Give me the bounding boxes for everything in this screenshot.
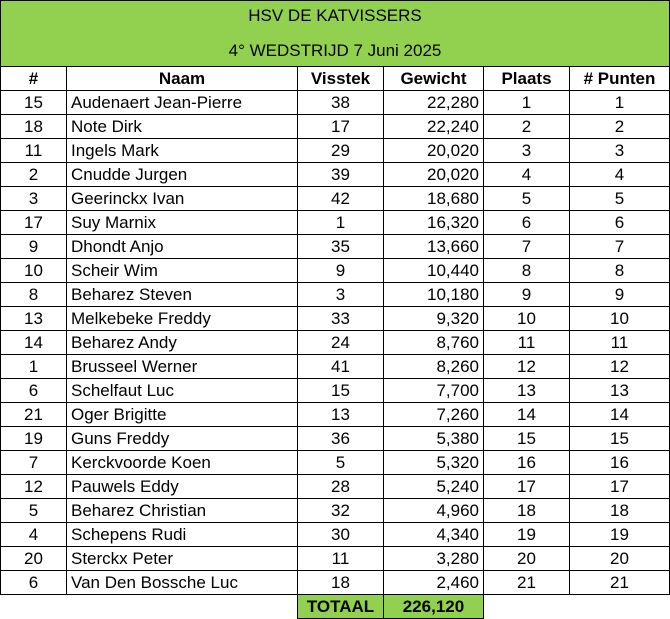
cell-punten: 12 [570,355,670,379]
cell-naam: Scheir Wim [67,259,298,283]
table-row [1,283,670,307]
cell-nr: 1 [1,355,67,379]
cell-punten: 4 [570,163,670,187]
cell-nr: 13 [1,307,67,331]
cell-nr: 6 [1,379,67,403]
cell-plaats: 6 [484,211,570,235]
cell-plaats: 10 [484,307,570,331]
cell-gewicht: 8,260 [384,355,484,379]
cell-naam: Note Dirk [67,115,298,139]
cell-naam: Suy Marnix [67,211,298,235]
total-label: TOTAAL [298,595,384,619]
table-row [1,115,670,139]
cell-visstek: 18 [298,571,384,595]
cell-plaats: 15 [484,427,570,451]
table-row [1,307,670,331]
cell-naam: Sterckx Peter [67,547,298,571]
cell-nr: 20 [1,547,67,571]
cell-nr: 7 [1,451,67,475]
cell-visstek: 1 [298,211,384,235]
cell-punten: 21 [570,571,670,595]
col-header-nr: # [1,67,67,91]
table-row [1,451,670,475]
cell-gewicht: 20,020 [384,163,484,187]
cell-punten: 18 [570,499,670,523]
total-value: 226,120 [384,595,484,619]
cell-gewicht: 7,260 [384,403,484,427]
table-row [1,403,670,427]
cell-plaats: 17 [484,475,570,499]
cell-plaats: 7 [484,235,570,259]
cell-naam: Audenaert Jean-Pierre [67,91,298,115]
cell-naam: Ingels Mark [67,139,298,163]
cell-punten: 14 [570,403,670,427]
cell-punten: 19 [570,523,670,547]
cell-nr: 17 [1,211,67,235]
cell-visstek: 42 [298,187,384,211]
cell-visstek: 35 [298,235,384,259]
cell-gewicht: 7,700 [384,379,484,403]
cell-naam: Schelfaut Luc [67,379,298,403]
cell-punten: 6 [570,211,670,235]
col-header-visstek: Visstek [298,67,384,91]
table-row [1,91,670,115]
cell-punten: 2 [570,115,670,139]
cell-visstek: 29 [298,139,384,163]
cell-punten: 1 [570,91,670,115]
cell-gewicht: 2,460 [384,571,484,595]
col-header-naam: Naam [67,67,298,91]
cell-plaats: 14 [484,403,570,427]
cell-visstek: 30 [298,523,384,547]
cell-visstek: 3 [298,283,384,307]
cell-nr: 2 [1,163,67,187]
club-title: HSV DE KATVISSERS [248,6,422,25]
table-row [1,331,670,355]
cell-gewicht: 3,280 [384,547,484,571]
table-row [1,499,670,523]
cell-gewicht: 4,960 [384,499,484,523]
cell-visstek: 9 [298,259,384,283]
cell-visstek: 24 [298,331,384,355]
cell-plaats: 12 [484,355,570,379]
cell-nr: 19 [1,427,67,451]
cell-plaats: 9 [484,283,570,307]
cell-plaats: 3 [484,139,570,163]
cell-naam: Cnudde Jurgen [67,163,298,187]
cell-nr: 12 [1,475,67,499]
cell-visstek: 41 [298,355,384,379]
cell-gewicht: 9,320 [384,307,484,331]
cell-nr: 4 [1,523,67,547]
cell-gewicht: 13,660 [384,235,484,259]
cell-naam: Dhondt Anjo [67,235,298,259]
table-row [1,259,670,283]
cell-visstek: 39 [298,163,384,187]
cell-gewicht: 5,240 [384,475,484,499]
cell-punten: 13 [570,379,670,403]
cell-punten: 5 [570,187,670,211]
table-row [1,139,670,163]
cell-naam: Kerckvoorde Koen [67,451,298,475]
cell-gewicht: 4,340 [384,523,484,547]
cell-naam: Melkebeke Freddy [67,307,298,331]
cell-nr: 11 [1,139,67,163]
cell-gewicht: 16,320 [384,211,484,235]
col-header-gewicht: Gewicht [384,67,484,91]
cell-naam: Pauwels Eddy [67,475,298,499]
cell-naam: Beharez Steven [67,283,298,307]
cell-gewicht: 10,440 [384,259,484,283]
cell-nr: 21 [1,403,67,427]
cell-punten: 16 [570,451,670,475]
table-row [1,379,670,403]
cell-gewicht: 18,680 [384,187,484,211]
cell-visstek: 11 [298,547,384,571]
cell-visstek: 36 [298,427,384,451]
cell-punten: 17 [570,475,670,499]
col-header-plaats: Plaats [484,67,570,91]
cell-plaats: 1 [484,91,570,115]
cell-plaats: 11 [484,331,570,355]
cell-gewicht: 22,280 [384,91,484,115]
cell-punten: 8 [570,259,670,283]
table-row [1,571,670,595]
cell-nr: 15 [1,91,67,115]
sheet-header [0,0,670,66]
cell-gewicht: 8,760 [384,331,484,355]
cell-visstek: 33 [298,307,384,331]
table-row [1,427,670,451]
cell-naam: Oger Brigitte [67,403,298,427]
col-header-punten: # Punten [570,67,670,91]
cell-nr: 5 [1,499,67,523]
cell-naam: Guns Freddy [67,427,298,451]
results-table [0,66,670,619]
cell-punten: 15 [570,427,670,451]
cell-naam: Schepens Rudi [67,523,298,547]
cell-nr: 6 [1,571,67,595]
cell-plaats: 19 [484,523,570,547]
cell-plaats: 13 [484,379,570,403]
cell-plaats: 16 [484,451,570,475]
cell-punten: 7 [570,235,670,259]
cell-punten: 10 [570,307,670,331]
table-body [1,91,670,595]
cell-nr: 9 [1,235,67,259]
cell-naam: Beharez Andy [67,331,298,355]
cell-plaats: 21 [484,571,570,595]
cell-naam: Geerinckx Ivan [67,187,298,211]
cell-gewicht: 20,020 [384,139,484,163]
cell-visstek: 13 [298,403,384,427]
cell-nr: 3 [1,187,67,211]
cell-visstek: 17 [298,115,384,139]
cell-gewicht: 10,180 [384,283,484,307]
cell-punten: 11 [570,331,670,355]
cell-nr: 18 [1,115,67,139]
match-title: 4° WEDSTRIJD 7 Juni 2025 [228,41,442,60]
cell-plaats: 2 [484,115,570,139]
cell-nr: 14 [1,331,67,355]
cell-visstek: 15 [298,379,384,403]
table-row [1,355,670,379]
table-row [1,163,670,187]
cell-visstek: 5 [298,451,384,475]
cell-visstek: 32 [298,499,384,523]
cell-visstek: 28 [298,475,384,499]
cell-gewicht: 22,240 [384,115,484,139]
table-row [1,475,670,499]
table-row [1,211,670,235]
table-row [1,523,670,547]
cell-nr: 10 [1,259,67,283]
cell-punten: 20 [570,547,670,571]
cell-naam: Beharez Christian [67,499,298,523]
cell-gewicht: 5,320 [384,451,484,475]
cell-plaats: 8 [484,259,570,283]
cell-naam: Brusseel Werner [67,355,298,379]
cell-nr: 8 [1,283,67,307]
table-row [1,187,670,211]
cell-naam: Van Den Bossche Luc [67,571,298,595]
cell-punten: 9 [570,283,670,307]
cell-visstek: 38 [298,91,384,115]
cell-plaats: 20 [484,547,570,571]
table-header-row [1,67,670,91]
cell-plaats: 18 [484,499,570,523]
cell-plaats: 5 [484,187,570,211]
cell-gewicht: 5,380 [384,427,484,451]
table-row [1,235,670,259]
cell-punten: 3 [570,139,670,163]
table-row [1,547,670,571]
cell-plaats: 4 [484,163,570,187]
total-row [1,595,670,619]
